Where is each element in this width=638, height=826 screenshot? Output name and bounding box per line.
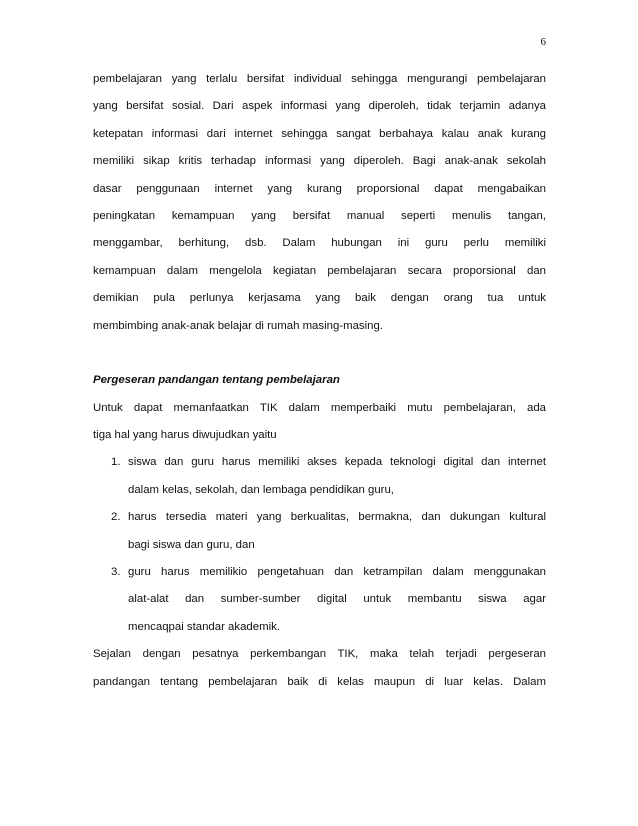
paragraph-gap	[93, 340, 546, 367]
text-line: kemampuan dalam mengelola kegiatan pembelajaran secara proporsional dan	[93, 264, 546, 277]
list-item	[111, 449, 546, 504]
list-item-number: 3.	[111, 566, 121, 579]
page-body	[93, 66, 546, 696]
text-line: membimbing anak-anak belajar di rumah masing-masing.	[93, 319, 383, 332]
list-item-number: 1.	[111, 456, 121, 469]
paragraph-1	[93, 66, 546, 340]
text-line: ketepatan informasi dari internet sehingga sangat berbahaya kalau anak kurang	[93, 127, 546, 140]
text-line: alat-alat dan sumber-sumber digital untuk membantu siswa agar	[128, 593, 546, 606]
list-item	[111, 559, 546, 641]
numbered-list	[93, 449, 546, 641]
text-line: yang bersifat sosial. Dari aspek informasi yang diperoleh, tidak terjamin adanya	[93, 100, 546, 113]
paragraph-2	[93, 395, 546, 450]
text-line: memiliki sikap kritis terhadap informasi yang diperoleh. Bagi anak-anak sekolah	[93, 155, 546, 168]
text-line: guru harus memilikio pengetahuan dan ketrampilan dalam menggunakan	[128, 566, 546, 579]
text-line: siswa dan guru harus memiliki akses kepada teknologi digital dan internet	[128, 456, 546, 469]
section-heading: Pergeseran pandangan tentang pembelajaran	[93, 374, 340, 387]
text-line: Sejalan dengan pesatnya perkembangan TIK, maka telah terjadi pergeseran	[93, 648, 546, 661]
text-line: pandangan tentang pembelajaran baik di kelas maupun di luar kelas. Dalam	[93, 675, 546, 688]
text-line: tiga hal yang harus diwujudkan yaitu	[93, 429, 277, 442]
text-line: peningkatan kemampuan yang bersifat manual seperti menulis tangan,	[93, 209, 546, 222]
list-item-number: 2.	[111, 511, 121, 524]
list-item	[111, 504, 546, 559]
page-number: 6	[540, 36, 546, 48]
text-line: pembelajaran yang terlalu bersifat individual sehingga mengurangi pembelajaran	[93, 73, 546, 85]
text-line: dasar penggunaan internet yang kurang proporsional dapat mengabaikan	[93, 182, 546, 195]
text-line: Untuk dapat memanfaatkan TIK dalam memperbaiki mutu pembelajaran, ada	[93, 401, 546, 414]
paragraph-3	[93, 641, 546, 696]
text-line: mencaqpai standar akademik.	[128, 620, 280, 633]
text-line: menggambar, berhitung, dsb. Dalam hubungan ini guru perlu memiliki	[93, 237, 546, 250]
text-line: demikian pula perlunya kerjasama yang baik dengan orang tua untuk	[93, 292, 546, 305]
text-line: dalam kelas, sekolah, dan lembaga pendidikan guru,	[128, 483, 394, 496]
text-line: bagi siswa dan guru, dan	[128, 538, 255, 551]
text-line: harus tersedia materi yang berkualitas, bermakna, dan dukungan kultural	[128, 511, 546, 524]
